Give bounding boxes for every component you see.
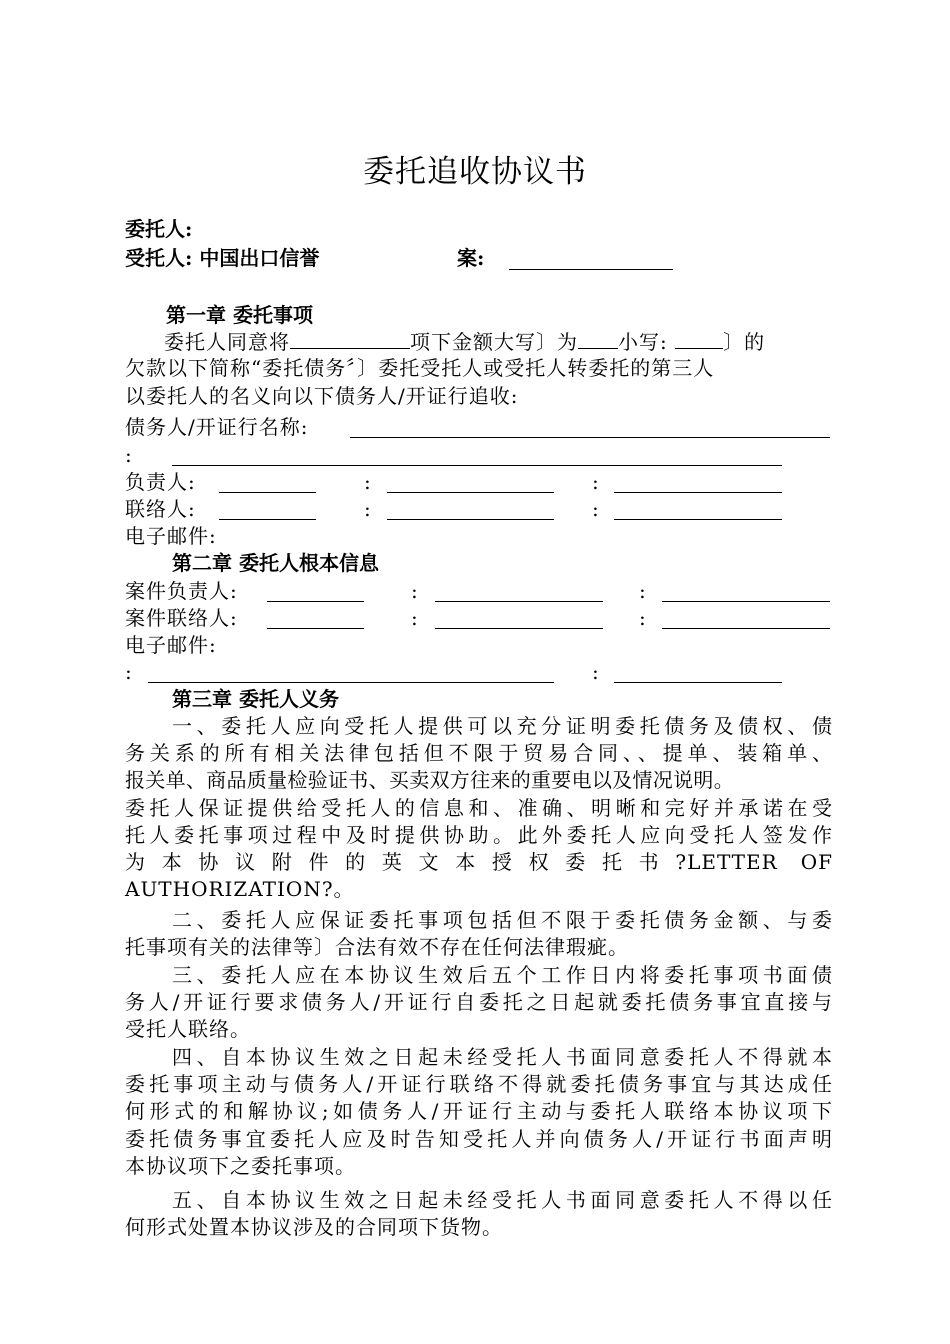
contact-phone-colon: : <box>364 497 371 521</box>
case-person-fax-blank[interactable] <box>662 581 830 602</box>
debtor-name-line <box>125 414 308 441</box>
contact-phone-blank[interactable] <box>387 499 554 520</box>
principal-line <box>125 216 192 243</box>
chapter1-para-line1 <box>164 328 765 356</box>
item4-line: 何形式的和解协议;如债务人/开证行主动与委托人联络本协议项下 <box>125 1099 833 1124</box>
person-label: 负责人: <box>125 470 196 494</box>
item1-line: 务关系的所有相关法律包括但不限于贸易合同、、提单、装箱单、 <box>125 741 833 766</box>
chapter1-para-line2: 欠款以下简称“委托债务〞〕委托受托人或受托人转委托的第三人 <box>125 356 715 380</box>
case-contact-fax-blank[interactable] <box>662 608 830 629</box>
chapter2-address-colon: : <box>125 660 132 684</box>
case-line <box>457 245 484 272</box>
item4-line: 委托债务事宜委托人应及时告知受托人并向债务人/开证行书面声明 <box>125 1126 833 1151</box>
item3-line: 三、委托人应在本协议生效后五个工作日内将委托事项书面债 <box>172 963 833 987</box>
case-person-phone-blank[interactable] <box>435 581 603 602</box>
chapter2-postcode-colon: : <box>592 660 599 684</box>
contact-line <box>125 496 196 523</box>
item3-line: 受托人联络。 <box>125 1017 251 1042</box>
item1-line: 托人委托事项过程中及时提供协助。此外委托人应向受托人签发作 <box>125 822 833 847</box>
person-phone-colon: : <box>364 470 371 494</box>
chapter3-item1 <box>125 713 833 903</box>
contact-fax-blank[interactable] <box>614 499 782 520</box>
person-phone-blank[interactable] <box>387 472 554 493</box>
item1-line: 一、委托人应向受托人提供可以充分证明委托债务及债权、债 <box>172 714 833 738</box>
chapter3-item5 <box>125 1187 833 1241</box>
amount-words-blank[interactable] <box>578 328 618 349</box>
contract-blank[interactable] <box>290 328 410 349</box>
chapter3-heading: 第三章 委托人义务 <box>172 687 339 711</box>
case-person-blank[interactable] <box>267 581 364 602</box>
person-fax-colon: : <box>592 470 599 494</box>
item2-line: 托事项有关的法律等〕合法有效不存在任何法律瑕疵。 <box>125 935 629 960</box>
person-line <box>125 469 196 496</box>
case-person-phone-colon: : <box>411 579 418 603</box>
email-line: 电子邮件: <box>125 524 217 548</box>
address-colon: : <box>125 443 132 467</box>
contact-label: 联络人: <box>125 497 196 521</box>
item3-line: 务人/开证行要求债务人/开证行自委托之日起就委托债务事宜直接与 <box>125 990 833 1015</box>
item5-line: 五、自本协议生效之日起未经受托人书面同意委托人不得以任 <box>172 1188 833 1212</box>
item1-line: 报关单、商品质量检验证书、买卖双方往来的重要电以及情况说明。 <box>125 768 734 793</box>
p1-text-b: 项下金额大写〕为 <box>410 330 578 354</box>
contact-fax-colon: : <box>592 497 599 521</box>
agent-line <box>125 245 319 272</box>
item4-line: 本协议项下之委托事项。 <box>125 1153 356 1178</box>
agent-name: 中国出口信誉 <box>199 246 320 270</box>
chapter1-para-line3: 以委托人的名义向以下债务人/开证行追收: <box>125 384 519 408</box>
chapter1-heading: 第一章 委托事项 <box>166 303 313 327</box>
item1-line: 为本协议附件的英文本授权委托书?LETTER OF <box>125 850 833 875</box>
chapter2-postcode-blank[interactable] <box>614 662 782 683</box>
debtor-name-label: 债务人/开证行名称: <box>125 415 309 439</box>
chapter2-address-line <box>125 659 132 686</box>
item2-line: 二、委托人应保证委托事项包括但不限于委托债务金额、与委 <box>172 908 833 932</box>
item5-line: 何形式处置本协议涉及的合同项下货物。 <box>125 1215 503 1240</box>
p1-text-a: 委托人同意将 <box>164 330 290 354</box>
agent-label: 受托人: <box>125 246 193 270</box>
chapter3-item3 <box>125 962 833 1044</box>
case-person-line <box>125 578 238 605</box>
debtor-address-blank[interactable] <box>172 445 782 466</box>
chapter2-address-blank[interactable] <box>148 662 554 683</box>
case-label: 案: <box>457 246 485 270</box>
person-fax-blank[interactable] <box>614 472 782 493</box>
item4-line: 四、自本协议生效之日起未经受托人书面同意委托人不得就本 <box>172 1045 833 1069</box>
case-contact-phone-blank[interactable] <box>435 608 603 629</box>
case-contact-phone-colon: : <box>411 606 418 630</box>
chapter3-item4 <box>125 1044 833 1180</box>
debtor-name-blank[interactable] <box>350 417 830 438</box>
case-person-label: 案件负责人: <box>125 579 238 603</box>
case-contact-label: 案件联络人: <box>125 606 238 630</box>
case-contact-fax-colon: : <box>639 606 646 630</box>
principal-label: 委托人: <box>125 217 193 241</box>
item1-line: 委托人保证提供给受托人的信息和、准确、明晰和完好并承诺在受 <box>125 795 833 820</box>
case-number-blank[interactable] <box>509 249 673 270</box>
p1-text-d: 〕的 <box>723 330 766 354</box>
chapter3-item2 <box>125 907 833 961</box>
p1-text-c: 小写: <box>618 330 668 354</box>
debtor-address-line <box>125 442 132 469</box>
person-blank[interactable] <box>219 472 316 493</box>
chapter2-heading: 第二章 委托人根本信息 <box>172 551 379 575</box>
amount-figures-blank[interactable] <box>675 328 723 349</box>
document-title: 委托追收协议书 <box>363 154 587 190</box>
item1-line: AUTHORIZATION?。 <box>125 877 355 902</box>
case-contact-blank[interactable] <box>267 608 364 629</box>
item4-line: 委托事项主动与债务人/开证行联络不得就委托债务事宜与其达成任 <box>125 1072 833 1097</box>
chapter2-email-line: 电子邮件: <box>125 633 217 657</box>
case-contact-line <box>125 605 238 632</box>
case-person-fax-colon: : <box>639 579 646 603</box>
contact-blank[interactable] <box>219 499 316 520</box>
